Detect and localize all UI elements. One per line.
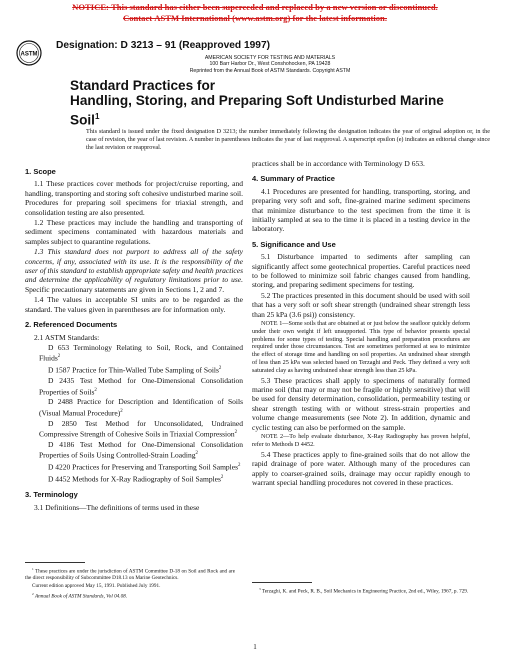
footnote-divider <box>252 582 312 583</box>
left-column <box>25 161 243 513</box>
paragraph-5-4: 5.4 These practices apply to fine-grained soils that do not allow the rapid drainage of pore water. Although many of the procedures can apply to coarser-grained soils, drainage may occur rapidly enough to warrant special handling procedures not covered in these practices. <box>252 449 470 487</box>
footnotes-right <box>252 582 470 596</box>
title-line: Soil$^1$ <box>70 111 100 128</box>
preamble: This standard is issued under the fixed designation D 3213; the number immediately following the designation indicates the year of original adoption or, in the case of revision, the year of last revision. A number in parentheses indicates the year of last reapproval. A superscript epsilon (e) indicates an editorial change since the last revision or reapproval. <box>86 128 490 151</box>
section-heading-scope: 1. Scope <box>25 167 56 176</box>
paragraph-5-2: 5.2 The practices presented in this document should be used with soil that has a very soft or soft shear strength (undrained shear strength less than 25 kPa (3.6 psi)) consistency. <box>252 290 470 319</box>
reference-item: D 4220 Practices for Preserving and Transporting Soil Samples$^2$ <box>48 462 241 472</box>
note-2: NOTE 2—To help evaluate disturbance, X-Ray Radiography has proven helpful, refer to Methods D 4452. <box>252 433 470 448</box>
footnote-3: $^3$ Terzaghi, K. and Peck, R. B., Soil Mechanics in Engineering Practice, 2nd ed., Wiley, 1967, p. 729. <box>259 587 469 595</box>
publisher-line: 100 Barr Harbor Dr., West Conshohocken, PA 19428 <box>209 61 331 68</box>
footnote-2: $^2$ Annual Book of ASTM Standards, Vol 04.08. <box>32 591 128 600</box>
reference-item: D 4452 Methods for X-Ray Radiography of Soil Samples$^2$ <box>48 474 224 484</box>
paragraph-3-1-continued: practices shall be in accordance with Terminology D 653. <box>252 159 425 168</box>
notice-line-1: NOTICE: This standard has either been superceded and replaced by a new version or discontinued. <box>72 2 438 12</box>
section-heading-terminology: 3. Terminology <box>25 490 78 500</box>
document-title <box>70 78 490 128</box>
section-heading-summary: 4. Summary of Practice <box>252 174 335 184</box>
title-line: Handling, Storing, and Preparing Soft Undisturbed Marine <box>70 93 444 109</box>
publisher-line: Reprinted from the Annual Book of ASTM Standards. Copyright ASTM <box>189 67 351 74</box>
footnote-1: $^1$ These practices are under the jurisdiction of ASTM Committee D-18 on Soil and Rock and are the direct responsibility of Subcommittee D18.13 on Marine Geotechnics. <box>25 567 235 582</box>
paragraph-1-2: 1.2 These practices may include the handling and transporting of sediment specimens contaminated with hazardous materials and samples subject to quarantine regulations. <box>25 218 243 246</box>
reference-item: D 653 Terminology Relating to Soil, Rock, and Contained Fluids$^2$ <box>39 342 243 363</box>
paragraph-5-3: 5.3 These practices shall apply to specimens of naturally formed marine soil (that may or may not be fragile or highly sensitive) that will be used for density determination, consolidation, permeability testing or shear strength testing with or without stress-strain properties and volume change measurements (see Note 2). In addition, dynamic and cyclic testing can also be performed on the sample. <box>252 375 470 432</box>
superseded-notice <box>0 2 510 24</box>
reference-item: D 2850 Test Method for Unconsolidated, Undrained Compressive Strength of Cohesive Soils in Triaxial Compression$^2$ <box>39 418 243 439</box>
publisher-block <box>150 55 390 74</box>
footnote-1-edition: Current edition approved May 15, 1991. Published July 1991. <box>32 582 161 589</box>
astm-logo-icon <box>16 40 42 66</box>
title-line: Standard Practices for <box>70 78 216 93</box>
designation: Designation: D 3213 – 91 (Reapproved 1997) <box>56 40 271 51</box>
notice-line-2: Contact ASTM International (www.astm.org) for the latest information. <box>123 13 387 23</box>
paragraph-5-1: 5.1 Disturbance imparted to sediments after sampling can significantly affect some geotechnical properties. Careful practices need to be followed to minimize soil fabric changes caused from handling, storing, and preparing sediment specimens for testing. <box>252 252 470 290</box>
reference-item: D 2435 Test Method for One-Dimensional Consolidation Properties of Soils$^2$ <box>39 376 243 397</box>
paragraph-1-1: 1.1 These practices cover methods for project/cruise reporting, and handling, transporting and storing soft cohesive undisturbed marine soil. Procedures for preparing soil specimens for triaxial strength, and consolidation testing are also presented. <box>25 179 243 217</box>
reference-item: D 4186 Test Method for One-Dimensional Consolidation Properties of Soils Using Controlled-Strain Loading$^2$ <box>39 440 243 460</box>
paragraph-1-3: 1.3 This standard does not purport to address all of the safety concerns, if any, associated with its use. It is the responsibility of the user of this standard to establish appropriate safety and health practices and determine the applicability of regulatory limitations prior to use. Specific precautionary statements are given in Sections 1, 2 and 7. <box>25 247 243 294</box>
reference-item: D 2488 Practice for Description and Identification of Soils (Visual Manual Procedure)$^2$ <box>39 397 243 418</box>
footnotes-left <box>25 562 235 601</box>
reference-item: D 1587 Practice for Thin-Walled Tube Sampling of Soils$^2$ <box>48 365 222 375</box>
astm-standards-label: 2.1 ASTM Standards: <box>34 332 100 342</box>
page-number: 1 <box>253 643 257 651</box>
note-1: NOTE 1—Some soils that are obtained at or just below the seafloor quickly deform under their own weight if left unsupported. This type of behavior presents special problems for some types of testing. Special handling and preparation procedures are required under those circumstances. Test are sometimes performed at sea to minimize the effect of storage time and handling on soil properties. An undrained shear strength of less than 25 kPa was selected based on Terzaghi and Peck. They defined a very soft saturated clay as having undrained shear strength less than 25 kPa. <box>252 320 470 374</box>
title-footnote-mark: 1 <box>94 111 100 121</box>
paragraph-3-1: 3.1 Definitions—The definitions of terms used in these <box>34 502 200 512</box>
paragraph-1-4: 1.4 The values in acceptable SI units are to be regarded as the standard. The values given in parentheses are for information only. <box>25 295 243 314</box>
publisher-line: AMERICAN SOCIETY FOR TESTING AND MATERIALS <box>204 55 336 61</box>
paragraph-4-1: 4.1 Procedures are presented for handling, transporting, storing, and preparing very soft and soft, fine-grained marine sediment specimens that minimize disturbance to the test specimen from the time it is initially sampled at sea to the time it is placed in a testing device in the laboratory. <box>252 186 470 234</box>
svg-text:ASTM: ASTM <box>20 51 38 58</box>
section-heading-significance: 5. Significance and Use <box>252 239 336 249</box>
footnote-divider <box>25 562 85 563</box>
right-column <box>252 159 470 488</box>
section-heading-referenced-documents: 2. Referenced Documents <box>25 320 118 330</box>
